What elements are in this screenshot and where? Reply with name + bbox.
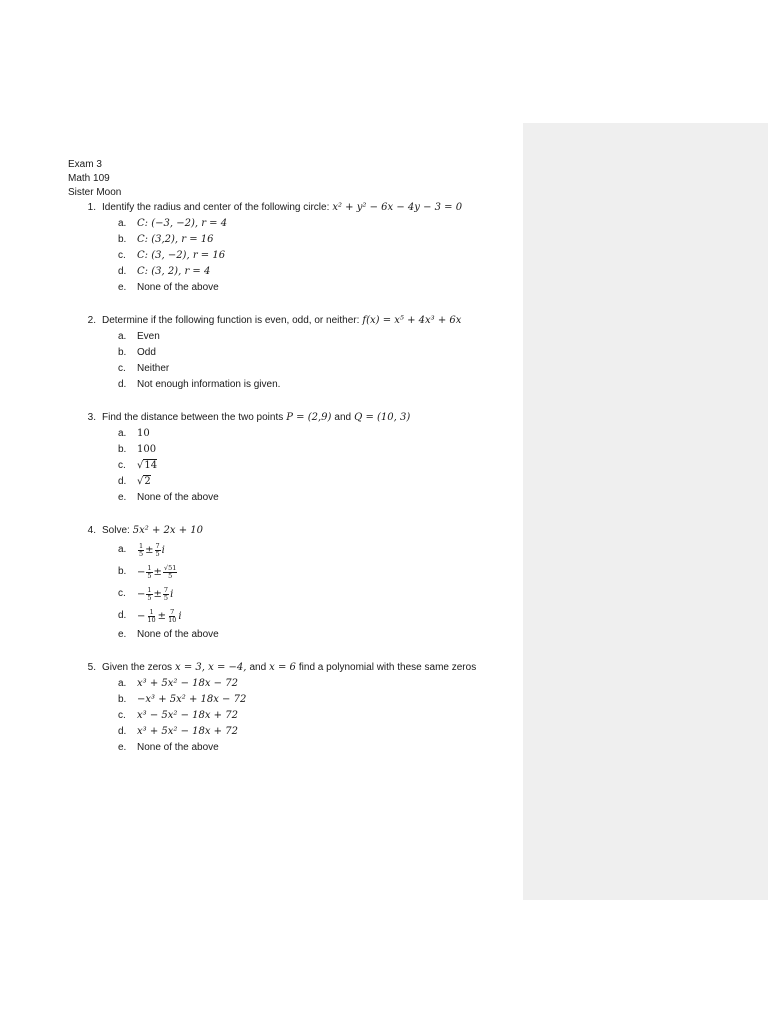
question-text: Determine if the following function is even, odd, or neither:: [102, 315, 360, 326]
answer-options: [118, 426, 518, 506]
course-name: Math 109: [68, 173, 110, 184]
option-text: None of the above: [137, 282, 219, 293]
option-text: C: (3, −2), r = 16: [137, 250, 226, 261]
option-text: C: (3, 2), r = 4: [137, 266, 211, 277]
option-text: C: (3,2), r = 16: [137, 234, 214, 245]
option-e: e. None of the above: [118, 492, 219, 503]
option-a: a. C: (−3, −2), r = 4: [118, 218, 228, 229]
question-math: x² + y² − 6x − 4y − 3 = 0: [332, 202, 463, 213]
option-a: a. $\frac{1}{5}$ ± $\frac{7}{5}$ i: [118, 541, 165, 558]
option-b: b. − $\frac{1}{5}$ ± $\frac{√51}{5}$: [118, 563, 177, 580]
option-e: e. None of the above: [118, 282, 219, 293]
comment-pane: [523, 123, 768, 900]
option-text: None of the above: [137, 742, 219, 753]
question-text: Solve:: [102, 525, 130, 536]
question-number: 2.: [87, 315, 96, 326]
fraction: $\frac{7}{10}$: [168, 607, 177, 624]
question-text-connector: and: [249, 662, 267, 673]
option-text: Even: [137, 331, 160, 342]
option-c: c. C: (3, −2), r = 16: [118, 250, 226, 261]
question-math: P = (2,9): [286, 412, 332, 423]
question-number: 4.: [87, 525, 96, 536]
question-math-2: x = 6: [269, 662, 296, 673]
question-2: [68, 313, 518, 393]
option-text: C: (−3, −2), r = 4: [137, 218, 228, 229]
answer-options: [118, 329, 518, 393]
question-text-connector: and: [334, 412, 352, 423]
option-text: Neither: [137, 363, 170, 374]
option-d: d. − $\frac{1}{10}$ ± $\frac{7}{10}$ i: [118, 607, 182, 624]
option-b: b. 100: [118, 444, 157, 455]
answer-options: [118, 676, 518, 756]
answer-options: [118, 216, 518, 296]
question-math: f(x) = x⁵ + 4x³ + 6x: [362, 315, 462, 326]
fraction: $\frac{7}{5}$: [155, 541, 160, 558]
option-c: c. √14: [118, 460, 158, 471]
option-text: x³ − 5x² − 18x + 72: [137, 710, 238, 721]
fraction: $\frac{√51}{5}$: [163, 563, 177, 580]
option-a: a. x³ + 5x² − 18x − 72: [118, 678, 238, 689]
fraction-expression: − $\frac{1}{5}$ ± $\frac{√51}{5}$: [137, 563, 177, 580]
fraction: $\frac{1}{5}$: [147, 585, 152, 602]
fraction-expression: $\frac{1}{5}$ ± $\frac{7}{5}$ i: [139, 541, 165, 558]
answer-options: [118, 539, 518, 643]
exam-content: [68, 158, 518, 756]
question-5: [68, 660, 518, 756]
option-e: e. None of the above: [118, 629, 219, 640]
option-text: 100: [137, 444, 157, 455]
fraction: $\frac{1}{5}$: [139, 541, 144, 558]
option-d: d. √2: [118, 476, 151, 487]
fraction-expression: − $\frac{1}{10}$ ± $\frac{7}{10}$ i: [137, 607, 182, 624]
option-text: x³ + 5x² − 18x + 72: [137, 726, 238, 737]
option-text: None of the above: [137, 492, 219, 503]
option-c: c. Neither: [118, 363, 170, 374]
option-b: b. Odd: [118, 347, 156, 358]
option-text: −x³ + 5x² + 18x − 72: [137, 694, 247, 705]
option-a: a. Even: [118, 331, 160, 342]
option-a: a. 10: [118, 428, 150, 439]
question-math: x = 3, x = −4,: [175, 662, 247, 673]
question-math: 5x² + 2x + 10: [132, 525, 204, 536]
question-number: 5.: [87, 662, 96, 673]
fraction-expression: − $\frac{1}{5}$ ± $\frac{7}{5}$ i: [137, 585, 174, 602]
question-1: [68, 200, 518, 296]
option-d: d. Not enough information is given.: [118, 379, 281, 390]
question-number: 1.: [87, 202, 96, 213]
option-c: c. − $\frac{1}{5}$ ± $\frac{7}{5}$ i: [118, 585, 174, 602]
question-text: Given the zeros: [102, 662, 173, 673]
option-text: 10: [137, 428, 150, 439]
fraction: $\frac{7}{5}$: [163, 585, 169, 602]
option-text: x³ + 5x² − 18x − 72: [137, 678, 238, 689]
option-text: Not enough information is given.: [137, 379, 281, 390]
option-d: d. x³ + 5x² − 18x + 72: [118, 726, 238, 737]
option-text: Odd: [137, 347, 156, 358]
instructor-name: Sister Moon: [68, 187, 122, 198]
question-number: 3.: [87, 412, 96, 423]
option-e: e. None of the above: [118, 742, 219, 753]
radical-expression: √2: [137, 476, 151, 487]
fraction: $\frac{1}{10}$: [147, 607, 156, 624]
option-c: c. x³ − 5x² − 18x + 72: [118, 710, 238, 721]
question-text: Find the distance between the two points: [102, 412, 284, 423]
question-text: Identify the radius and center of the following circle:: [102, 202, 330, 213]
option-b: b. C: (3,2), r = 16: [118, 234, 214, 245]
option-b: b. −x³ + 5x² + 18x − 72: [118, 694, 247, 705]
question-3: [68, 410, 518, 506]
question-text-tail: find a polynomial with these same zeros: [298, 662, 477, 673]
fraction: $\frac{1}{5}$: [147, 563, 152, 580]
question-4: [68, 523, 518, 643]
radical-expression: √14: [137, 460, 158, 471]
question-math-2: Q = (10, 3): [354, 412, 411, 423]
exam-title: Exam 3: [68, 159, 102, 170]
option-d: d. C: (3, 2), r = 4: [118, 266, 211, 277]
option-text: None of the above: [137, 629, 219, 640]
